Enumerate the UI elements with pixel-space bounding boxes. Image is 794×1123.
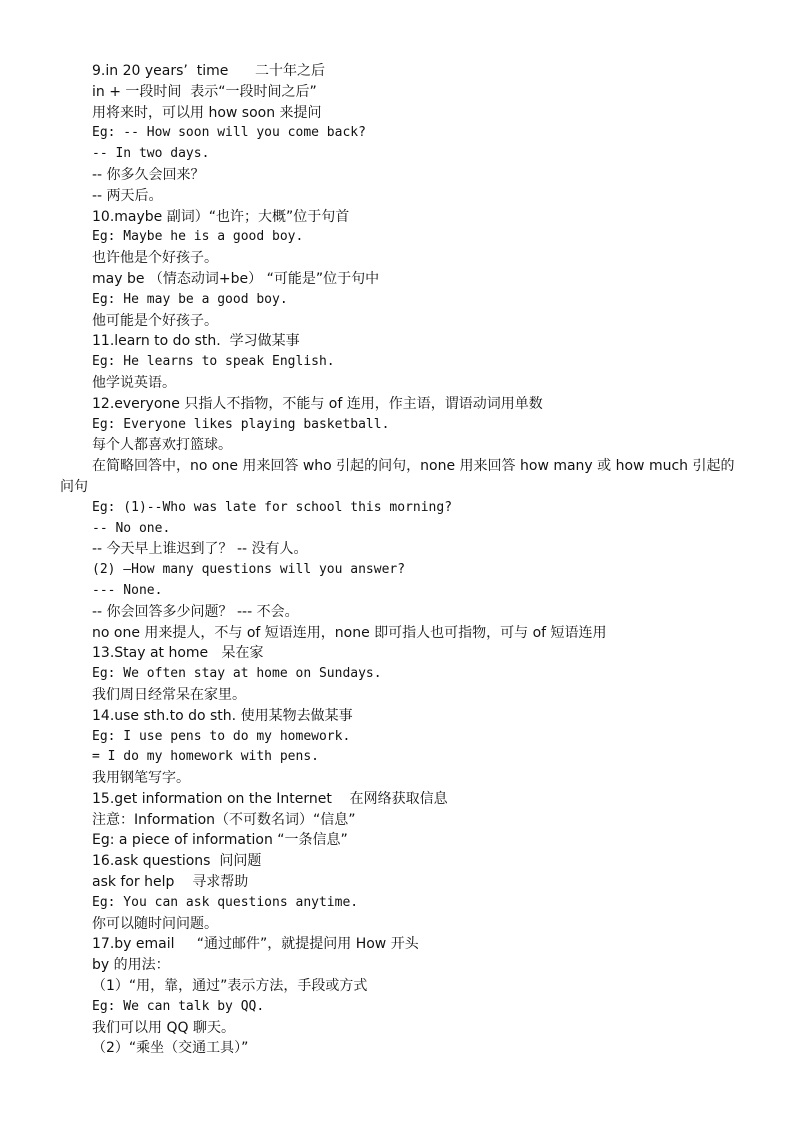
text-line: 17.by email “通过邮件”，就提提问用 How 开头 <box>92 936 419 953</box>
text-line: 注意：Information（不可数名词）“信息” <box>92 811 356 828</box>
example-line: Eg: -- How soon will you come back? <box>92 125 366 141</box>
text-line: 他学说英语。 <box>92 374 176 391</box>
text-line: no one 用来提人，不与 of 短语连用，none 即可指人也可指物，可与 of 短语连用 <box>92 624 607 641</box>
example-line: Eg: Maybe he is a good boy. <box>92 229 304 245</box>
text-line: 15.get information on the Internet 在网络获取信息 <box>92 790 448 807</box>
example-line: -- In two days. <box>92 146 210 162</box>
text-line: by 的用法： <box>92 957 170 974</box>
example-line: Eg: (1)--Who was late for school this morning? <box>92 499 453 515</box>
text-line: （2）“乘坐（交通工具）” <box>92 1040 249 1057</box>
document-body <box>60 61 740 1059</box>
example-line: Eg: I use pens to do my homework. <box>92 728 351 744</box>
text-line: in + 一段时间 表示“一段时间之后” <box>92 83 317 100</box>
text-line: -- 两天后。 <box>92 187 163 204</box>
text-line: -- 今天早上谁迟到了？ -- 没有人。 <box>92 541 308 558</box>
text-line: ask for help 寻求帮助 <box>92 874 249 891</box>
example-line: = I do my homework with pens. <box>92 749 319 765</box>
example-line: Eg: He may be a good boy. <box>92 291 288 307</box>
example-line: Eg: We can talk by QQ. <box>92 998 265 1014</box>
text-line: may be （情态动词+be） “可能是”位于句中 <box>92 270 380 287</box>
text-line: 11.learn to do sth. 学习做某事 <box>92 333 300 350</box>
example-line: Eg: We often stay at home on Sundays. <box>92 666 382 682</box>
text-line: 13.Stay at home 呆在家 <box>92 645 264 662</box>
text-line: 我们可以用 QQ 聊天。 <box>92 1019 235 1036</box>
text-line: 每个人都喜欢打篮球。 <box>92 437 232 454</box>
text-line: 12.everyone 只指人不指物，不能与 of 连用，作主语，谓语动词用单数 <box>92 395 543 412</box>
text-line: 16.ask questions 问问题 <box>92 853 262 870</box>
example-line: Eg: a piece of information “一条信息” <box>92 832 348 849</box>
text-line: 我们周日经常呆在家里。 <box>92 686 246 703</box>
text-line: 9.in 20 years’ time 二十年之后 <box>92 63 326 79</box>
text-line: 也许他是个好孩子。 <box>92 250 218 267</box>
text-line: -- 你多久会回来？ <box>92 166 205 183</box>
text-line: 14.use sth.to do sth. 使用某物去做某事 <box>92 707 353 724</box>
text-line: 用将来时，可以用 how soon 来提问 <box>92 104 322 121</box>
text-line: 我用钢笔写字。 <box>92 770 190 787</box>
text-line: 他可能是个好孩子。 <box>92 312 218 329</box>
text-line: -- 你会回答多少问题？ --- 不会。 <box>92 603 299 620</box>
text-line: 你可以随时问问题。 <box>92 915 218 932</box>
text-paragraph: 在简略回答中，no one 用来回答 who 引起的问句，none 用来回答 how many 或 how much 引起的问句 <box>60 458 735 495</box>
text-line: （1）“用，靠，通过”表示方法，手段或方式 <box>92 978 368 995</box>
example-line: Eg: Everyone likes playing basketball. <box>92 416 390 432</box>
example-line: Eg: You can ask questions anytime. <box>92 894 359 910</box>
text-line: 10.maybe 副词）“也许；大概”位于句首 <box>92 208 350 225</box>
example-line: -- No one. <box>92 520 171 536</box>
example-line: --- None. <box>92 582 163 598</box>
example-line: Eg: He learns to speak English. <box>92 354 335 370</box>
example-line: (2) –How many questions will you answer? <box>92 562 406 578</box>
